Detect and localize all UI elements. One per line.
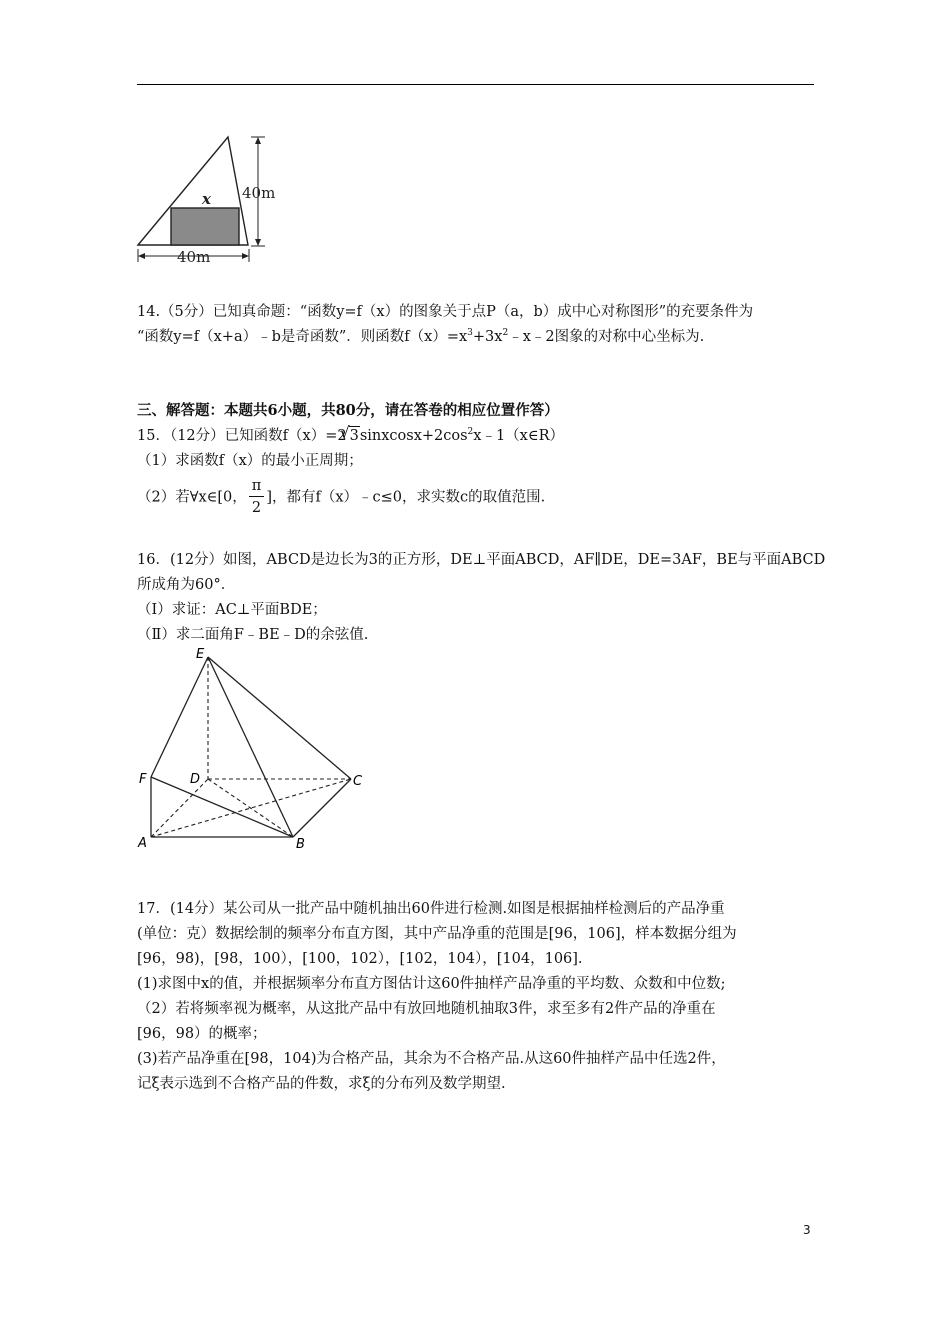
q16-part1: （Ⅰ）求证：AC⊥平面BDE；	[137, 602, 327, 618]
base-label: 40m	[177, 248, 211, 266]
q17-line1: 17．(14分）某公司从一批产品中随机抽出60件进行检测.如图是根据抽样检测后的产品净重	[137, 901, 725, 917]
q14-line1: 14.（5分）已知真命题：“函数y=f（x）的图象关于点P（a，b）成中心对称图形”的充要条件为	[137, 304, 754, 320]
rect-label: x	[202, 190, 211, 208]
q17-line8: 记ξ表示选到不合格产品的件数，求ξ的分布列及数学期望.	[137, 1076, 506, 1092]
label-C: C	[353, 774, 363, 789]
q17-line6: [96，98）的概率；	[137, 1026, 267, 1042]
shaded-rectangle	[171, 208, 239, 245]
label-B: B	[296, 837, 305, 852]
header-rule	[137, 84, 814, 85]
q17-line3: [96，98)，[98，100），[100，102），[102，104），[104，106].	[137, 951, 583, 967]
label-E: E	[196, 647, 205, 662]
q16-line2: 所成角为60°．	[137, 577, 236, 593]
solid-geometry-figure	[130, 640, 380, 860]
q15-stem: 15．（12分）已知函数f（x）=2√ $3sinxcosx+2\cos^2x﹣1(x\in R)$	[137, 426, 564, 445]
q14-line2: “函数y=f（x+a）﹣b是奇函数”．则函数$f(x)=x^3+3x^2﹣x﹣2$图象的对称中心坐标为.	[137, 328, 705, 345]
label-D: D	[190, 772, 201, 787]
q15-part1: （1）求函数f（x）的最小正周期；	[137, 453, 363, 469]
label-F: F	[139, 772, 147, 787]
section3-heading: 三、解答题：本题共6小题，共80分，请在答卷的相应位置作答）	[137, 402, 559, 419]
triangle-rectangle-figure	[130, 128, 290, 268]
q16-line1: 16．(12分）如图，ABCD是边长为3的正方形，DE⊥平面ABCD，AF∥DE，DE=3AF，BE与平面ABCD	[137, 552, 826, 568]
label-A: A	[138, 836, 147, 851]
q17-line5: （2）若将频率视为概率，从这批产品中有放回地随机抽取3件，求至多有2件产品的净重在	[137, 1001, 716, 1017]
q17-line4: (1)求图中x的值，并根据频率分布直方图估计这60件抽样产品净重的平均数、众数和中位数;	[137, 976, 726, 992]
q16-part2: （Ⅱ）求二面角F﹣BE﹣D的余弦值.	[137, 627, 369, 643]
q17-line7: (3)若产品净重在[98，104)为合格产品，其余为不合格产品.从这60件抽样产品中任选2件，	[137, 1051, 726, 1067]
q15-part2: （2）若∀x∈[0， $\frac{\pi}{2}$ ]，都有f（x）﹣c≤0，求实数c的取值范围.	[137, 478, 546, 516]
q17-line2: (单位：克）数据绘制的频率分布直方图，其中产品净重的范围是[96，106]，样本数据分组为	[137, 926, 737, 942]
height-label: 40m	[242, 184, 276, 202]
page-number: 3	[803, 1223, 811, 1237]
